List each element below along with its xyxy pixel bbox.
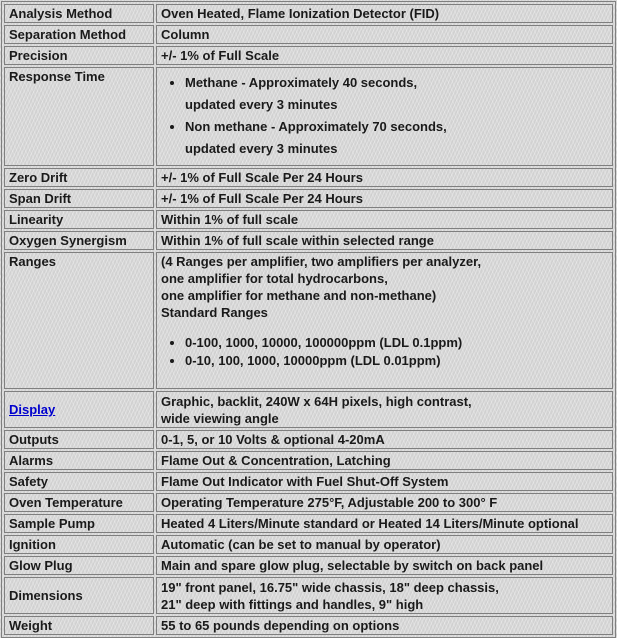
specs-table: [1, 1, 616, 638]
spec-value-oxygen-synergism: Within 1% of full scale within selected range: [156, 231, 613, 250]
bullet-item: • 0-10, 100, 1000, 10000ppm (LDL 0.01ppm): [185, 352, 608, 370]
table-row: [4, 25, 613, 44]
ranges-bullet-list: [161, 334, 608, 370]
spec-label-oven-temperature: Oven Temperature: [4, 493, 154, 512]
spec-label-dimensions: Dimensions: [4, 577, 154, 614]
table-row: [4, 46, 613, 65]
spec-value-span-drift: +/- 1% of Full Scale Per 24 Hours: [156, 189, 613, 208]
table-row: [4, 391, 613, 428]
response-time-bullet-list: [161, 72, 608, 160]
page: [0, 1, 617, 638]
spec-label-precision: Precision: [4, 46, 154, 65]
spec-value-linearity: Within 1% of full scale: [156, 210, 613, 229]
table-row: [4, 252, 613, 389]
spec-value-display: Graphic, backlit, 240W x 64H pixels, high contrast, wide viewing angle: [156, 391, 613, 428]
bullet-item: • Methane - Approximately 40 seconds, updated every 3 minutes: [185, 72, 608, 116]
spec-label-zero-drift: Zero Drift: [4, 168, 154, 187]
table-row: [4, 535, 613, 554]
bullet-item: • 0-100, 1000, 10000, 100000ppm (LDL 0.1ppm): [185, 334, 608, 352]
spec-value-alarms: Flame Out & Concentration, Latching: [156, 451, 613, 470]
table-row: [4, 451, 613, 470]
spec-label-separation-method: Separation Method: [4, 25, 154, 44]
table-row: [4, 556, 613, 575]
spec-label-safety: Safety: [4, 472, 154, 491]
spec-label-span-drift: Span Drift: [4, 189, 154, 208]
spec-value-ranges: (4 Ranges per amplifier, two amplifiers per analyzer, one amplifier for total hydrocarbons, one amplifier for methane and non-methane) Standard Ranges • 0-100, 1000, 10000, 100000ppm (LDL 0.1ppm) • 0-10, 100, 1000, 10000ppm (LDL 0.01ppm): [156, 252, 613, 389]
table-row: [4, 231, 613, 250]
table-row: [4, 210, 613, 229]
bullet-item: • Non methane - Approximately 70 seconds, updated every 3 minutes: [185, 116, 608, 160]
spec-value-analysis-method: Oven Heated, Flame Ionization Detector (FID): [156, 4, 613, 23]
spec-label-response-time: Response Time: [4, 67, 154, 166]
table-row: [4, 168, 613, 187]
spec-value-response-time: [156, 67, 613, 166]
spec-value-safety: Flame Out Indicator with Fuel Shut-Off System: [156, 472, 613, 491]
spec-label-ranges: Ranges: [4, 252, 154, 389]
spec-value-separation-method: Column: [156, 25, 613, 44]
table-row: [4, 514, 613, 533]
table-row: [4, 430, 613, 449]
spec-value-ignition: Automatic (can be set to manual by operator): [156, 535, 613, 554]
spec-label-glow-plug: Glow Plug: [4, 556, 154, 575]
display-link[interactable]: Display: [9, 402, 56, 417]
spec-label-ignition: Ignition: [4, 535, 154, 554]
spec-label-sample-pump: Sample Pump: [4, 514, 154, 533]
spec-value-glow-plug: Main and spare glow plug, selectable by switch on back panel: [156, 556, 613, 575]
table-row: [4, 67, 613, 166]
spec-label-display: [4, 391, 154, 428]
spec-value-sample-pump: Heated 4 Liters/Minute standard or Heated 14 Liters/Minute optional: [156, 514, 613, 533]
spec-value-dimensions: 19" front panel, 16.75" wide chassis, 18" deep chassis, 21" deep with fittings and handles, 9" high: [156, 577, 613, 614]
spec-value-oven-temperature: Operating Temperature 275°F, Adjustable 200 to 300° F: [156, 493, 613, 512]
spec-label-analysis-method: Analysis Method: [4, 4, 154, 23]
spec-value-precision: +/- 1% of Full Scale: [156, 46, 613, 65]
table-row: [4, 616, 613, 635]
spec-value-zero-drift: +/- 1% of Full Scale Per 24 Hours: [156, 168, 613, 187]
spec-value-weight: 55 to 65 pounds depending on options: [156, 616, 613, 635]
table-row: [4, 577, 613, 614]
table-row: [4, 4, 613, 23]
table-row: [4, 493, 613, 512]
spec-label-linearity: Linearity: [4, 210, 154, 229]
spec-value-outputs: 0-1, 5, or 10 Volts & optional 4-20mA: [156, 430, 613, 449]
spec-label-oxygen-synergism: Oxygen Synergism: [4, 231, 154, 250]
spec-label-alarms: Alarms: [4, 451, 154, 470]
spec-label-weight: Weight: [4, 616, 154, 635]
table-row: [4, 189, 613, 208]
specs-table-body: [4, 4, 613, 635]
spec-label-outputs: Outputs: [4, 430, 154, 449]
table-row: [4, 472, 613, 491]
